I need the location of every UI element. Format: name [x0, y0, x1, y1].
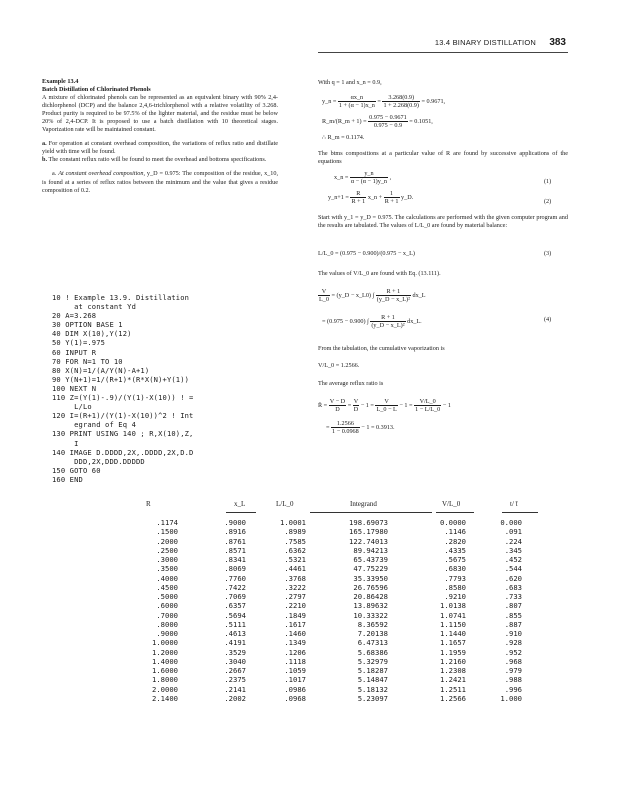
part-a-label: a. — [52, 170, 57, 178]
eq2-frac-2 — [384, 190, 400, 205]
table-cell: .3529 — [224, 647, 246, 657]
table-cell: 1.2421 — [440, 675, 466, 685]
part-a-text: The composition of the residue, x_10, is found at a series of reflux ratios between the minimum and the value that gives a residue composition of 0.2. — [42, 170, 278, 194]
table-cell: .996 — [504, 684, 522, 694]
equation-4-line1 — [318, 288, 426, 303]
vl-text: The values of V/L_0 are found with Eq. (13.111). — [318, 270, 441, 277]
average-eq-1 — [318, 398, 451, 413]
equation-3: L/L_0 = (0.975 − 0.900)/(0.975 − x_L) — [318, 250, 415, 257]
eq4-lhs-frac — [318, 288, 330, 303]
start-text: Start with y_1 = y_D = 0.975. The calculations are performed with the given computer program and the results are tabulated. The values of L/L_0 are found by material balance: — [318, 214, 568, 230]
table-cell: .5694 — [224, 610, 246, 620]
code-line: 20 A=3.268 — [52, 311, 97, 321]
eq4-number: (4) — [544, 316, 552, 323]
table-cell: 8.36592 — [357, 619, 388, 629]
eq4-dx-2: dx_L. — [407, 317, 422, 325]
table-cell: .5675 — [444, 555, 466, 564]
table-cell: 5.68386 — [357, 647, 388, 657]
avg-frac-1-num: V − D — [329, 398, 346, 405]
code-line: L/Lo — [52, 402, 92, 412]
table-cell: 122.74013 — [349, 536, 388, 546]
code-line: 50 Y(1)=.975 — [52, 338, 106, 348]
table-cell: .452 — [504, 555, 522, 564]
item-b — [42, 156, 278, 164]
table-cell: .979 — [504, 666, 522, 675]
part-a-heading: At constant overhead composition, — [58, 170, 146, 178]
eq1-frac-num: y_n — [350, 170, 388, 178]
table-cell: .5321 — [284, 555, 306, 564]
column-r — [128, 518, 178, 703]
table-cell: .2002 — [224, 693, 246, 703]
table-cell: .6830 — [444, 564, 466, 574]
code-line: 120 I=(R+1)/(Y(1)-X(10))^2 ! Int — [52, 411, 194, 421]
eq2-frac-1-den: R + 1 — [351, 198, 366, 205]
table-cell: 1.0741 — [440, 610, 466, 620]
header-underline-tt — [502, 512, 538, 513]
table-cell: 1.1657 — [440, 638, 466, 648]
table-cell: .1118 — [284, 656, 306, 666]
avg-frac-3-num: V — [375, 398, 397, 406]
table-cell: .9000 — [156, 629, 178, 638]
table-cell: .3768 — [284, 573, 306, 583]
table-cell: .2797 — [284, 592, 306, 601]
table-cell: .4191 — [224, 638, 246, 648]
table-cell: .8571 — [224, 545, 246, 555]
eq4-int-frac — [376, 288, 411, 303]
table-cell: 1.0000 — [152, 638, 178, 648]
eq2-frac-2-den: R + 1 — [384, 198, 399, 205]
avg-m2: − 1 = — [399, 401, 413, 409]
table-cell: 1.8000 — [152, 675, 178, 685]
table-cell: .7585 — [284, 536, 306, 546]
header-vl0: V/L_0 — [442, 500, 461, 508]
table-cell: .1460 — [284, 629, 306, 638]
rm-frac-num: 0.975 − 0.9671 — [369, 114, 407, 121]
table-cell: 1.2000 — [152, 647, 178, 657]
avg-frac-2-num: V — [353, 398, 359, 405]
cumulative-eq: V/L_0 = 1.2566. — [318, 362, 360, 369]
code-line: 60 INPUT R — [52, 347, 97, 357]
table-cell: 1.4000 — [152, 656, 178, 666]
yn-frac-1 — [338, 94, 376, 109]
eq2-frac-1-num: R — [350, 190, 366, 198]
table-cell: 89.94213 — [353, 545, 388, 555]
yn-frac-2 — [382, 94, 419, 109]
eq3-number: (3) — [544, 250, 552, 257]
table-cell: .928 — [504, 638, 522, 648]
eq2-number: (2) — [544, 198, 552, 205]
table-cell: 65.43739 — [353, 555, 388, 564]
table-cell: .2820 — [444, 536, 466, 546]
eq2-lhs: y_n+1 = — [328, 193, 349, 201]
table-cell: .683 — [504, 582, 522, 592]
table-cell: .2375 — [224, 675, 246, 685]
table-cell: .6000 — [156, 601, 178, 611]
yn-lhs: y_n = — [322, 97, 337, 105]
header-rule — [318, 52, 568, 53]
avg-frac-2-den: D — [353, 406, 359, 413]
header-underline-integrand — [310, 512, 432, 513]
avg2-eq: = — [326, 423, 330, 431]
eq4-mid: = (y_D − x_L0) ∫ — [331, 291, 375, 299]
table-cell: .9210 — [444, 592, 466, 601]
equation-rm — [322, 114, 433, 129]
equation-yn — [322, 94, 445, 109]
eq1-number: (1) — [544, 178, 552, 185]
avg-frac-3-den: L_0 − L — [376, 406, 397, 413]
table-cell: .1174 — [156, 518, 178, 527]
table-cell: .1349 — [284, 638, 306, 648]
avg2-frac-num: 1.2566 — [331, 420, 360, 428]
table-cell: .4613 — [224, 629, 246, 638]
header-underline-xl — [226, 512, 256, 513]
code-line: 10 ! Example 13.9. Distillation — [52, 293, 190, 302]
table-cell: 1.0001 — [280, 518, 306, 527]
eq1-tail: , — [389, 173, 392, 181]
table-cell: 1.000 — [500, 693, 522, 703]
table-cell: .3000 — [156, 555, 178, 564]
with-line: With q = 1 and x_n = 0.9, — [318, 79, 382, 86]
table-cell: 198.69073 — [349, 518, 388, 527]
code-line: DDD,2X,DDD.DDDDD — [52, 456, 145, 466]
table-cell: .3222 — [284, 582, 306, 592]
table-cell: .224 — [504, 536, 522, 546]
code-line: 160 END — [52, 474, 83, 484]
table-cell: .4500 — [156, 582, 178, 592]
cumulative-text: From the tabulation, the cumulative vaporization is — [318, 345, 445, 352]
example-subtitle: Batch Distillation of Chlorinated Phenols — [42, 86, 151, 94]
header-xl: x_L — [234, 500, 246, 508]
table-cell: 1.6000 — [152, 666, 178, 675]
code-line: 30 OPTION BASE 1 — [52, 320, 123, 330]
item-a — [42, 140, 278, 156]
table-cell: .1017 — [284, 675, 306, 685]
table-cell: 13.89632 — [353, 601, 388, 611]
table-cell: .952 — [504, 647, 522, 657]
column-integrand — [312, 518, 388, 703]
table-cell: .620 — [504, 573, 522, 583]
example-intro: A mixture of chlorinated phenols can be represented as an equivalent binary with 90% 2,4-dichlorphenol (DCP) and the balance 2,4,6-trichlorphenol with a relative volatility of 3.268. Product purity is required to be 97.5% of the lighter material, and the residue must be below 20% of 2,4-DCP. It is proposed to use a batch distillation with 10 theoretical stages. Vaporization rate will be maintained constant. — [42, 94, 278, 134]
eq4-int-num-2: R + 1 — [370, 314, 405, 322]
basic-program-listing — [52, 293, 292, 484]
table-cell: .2141 — [224, 684, 246, 694]
table-cell: 2.0000 — [152, 684, 178, 694]
column-ll0 — [256, 518, 306, 703]
table-cell: 0.0000 — [440, 518, 466, 527]
table-cell: .8580 — [444, 582, 466, 592]
eq1-frac-den: α − (α − 1)y_n — [350, 178, 388, 185]
table-cell: .3040 — [224, 656, 246, 666]
table-cell: 35.33950 — [353, 573, 388, 583]
table-cell: .4000 — [156, 573, 178, 583]
table-cell: 1.1440 — [440, 629, 466, 638]
table-cell: .345 — [504, 545, 522, 555]
average-eq-2 — [326, 420, 395, 435]
code-line: 110 Z=(Y(1)-.9)/(Y(1)-X(10)) ! = — [52, 393, 194, 403]
table-cell: .2210 — [284, 601, 306, 611]
avg-frac-4-num: V/L_0 — [414, 398, 441, 406]
yn-eq: = — [377, 97, 381, 105]
table-cell: .8989 — [284, 527, 306, 537]
code-line: 150 GOTO 60 — [52, 465, 101, 475]
code-line: egrand of Eq 4 — [52, 420, 136, 430]
table-cell: 5.23097 — [357, 693, 388, 703]
yn-frac-2-den: 1 + 2.268(0.9) — [383, 102, 419, 109]
table-cell: .091 — [504, 527, 522, 537]
equation-1 — [334, 170, 391, 185]
rm-result: = 0.1051, — [409, 117, 433, 125]
eq1-frac — [350, 170, 388, 185]
code-line: 130 PRINT USING 140 ; R,X(10),Z, — [52, 429, 194, 439]
avg-m3: − 1 — [442, 401, 451, 409]
rm-lhs: R_m/(R_m + 1) = — [322, 117, 367, 125]
code-line: 70 FOR N=1 TO 10 — [52, 356, 123, 366]
eq4-lhs-num: V — [318, 288, 330, 296]
code-line: 100 NEXT N — [52, 383, 97, 393]
column-xl — [196, 518, 246, 703]
average-text: The average reflux ratio is — [318, 380, 384, 387]
table-cell: .7069 — [224, 592, 246, 601]
header-tt: t/ t̄ — [510, 500, 518, 508]
eq2-mid: x_n + — [367, 193, 383, 201]
item-b-label: b. — [42, 156, 47, 164]
yn-frac-1-den: 1 + (α − 1)x_n — [338, 102, 375, 109]
table-cell: .7422 — [224, 582, 246, 592]
table-cell: .8000 — [156, 619, 178, 629]
table-cell: .2500 — [156, 545, 178, 555]
table-cell: .544 — [504, 564, 522, 574]
table-cell: .2000 — [156, 536, 178, 546]
eq4-line2: = (0.975 − 0.900) ∫ — [322, 317, 369, 325]
column-tt — [474, 518, 522, 703]
eq4-int-frac-2 — [370, 314, 405, 329]
yn-frac-2-num: 3.268(0.9) — [382, 94, 419, 102]
code-line: I — [52, 438, 79, 448]
table-cell: .8761 — [224, 536, 246, 546]
table-cell: 10.33322 — [353, 610, 388, 620]
rm-frac — [368, 114, 408, 129]
code-line: 140 IMAGE D.DDDD,2X,.DDDD,2X,D.D — [52, 447, 194, 457]
eq2-frac-1 — [350, 190, 366, 205]
table-cell: 47.75229 — [353, 564, 388, 574]
table-cell: .807 — [504, 601, 522, 611]
avg-m1: − 1 = — [360, 401, 374, 409]
avg-eq2: = — [347, 401, 352, 409]
avg-frac-4-den: 1 − L/L_0 — [415, 406, 441, 413]
eq1-lhs: x_n = — [334, 173, 349, 181]
table-cell: .1206 — [284, 647, 306, 657]
table-cell: .6362 — [284, 545, 306, 555]
part-a-condition: y_D = 0.975: — [146, 170, 181, 178]
column-vl0 — [414, 518, 466, 703]
item-a-text: For operation at constant overhead composition, the variations of reflux ratio and distillate yield with time will be found. — [42, 140, 279, 156]
table-cell: .855 — [504, 610, 522, 620]
code-line: 40 DIM X(10),Y(12) — [52, 329, 132, 339]
table-cell: 0.000 — [500, 518, 522, 527]
avg-frac-2 — [353, 398, 359, 413]
table-cell: 1.2566 — [440, 693, 466, 703]
equation-4-line2 — [322, 314, 422, 329]
table-cell: .4461 — [284, 564, 306, 574]
table-cell: 2.1400 — [152, 693, 178, 703]
table-cell: .1849 — [284, 610, 306, 620]
table-cell: 1.0138 — [440, 601, 466, 611]
example-title: Example 13.4 — [42, 78, 79, 85]
header-integrand: Integrand — [350, 500, 377, 508]
table-cell: .3500 — [156, 564, 178, 574]
table-cell: 5.18132 — [357, 684, 388, 694]
table-cell: .8916 — [224, 527, 246, 537]
table-cell: 5.14847 — [357, 675, 388, 685]
header-underline-vl0 — [436, 512, 474, 513]
eq4-dx: dx_L — [412, 291, 426, 299]
eq2-tail: y_D. — [401, 193, 414, 201]
table-cell: .5000 — [156, 592, 178, 601]
example-text — [42, 78, 278, 195]
yn-frac-1-num: αx_n — [338, 94, 376, 102]
table-cell: 26.76596 — [353, 582, 388, 592]
running-header — [356, 38, 566, 52]
table-cell: 6.47313 — [357, 638, 388, 648]
header-ll0: L/L_0 — [276, 500, 294, 508]
table-cell: .7760 — [224, 573, 246, 583]
table-cell: .0968 — [284, 693, 306, 703]
table-cell: 1.1150 — [440, 619, 466, 629]
table-cell: .7793 — [444, 573, 466, 583]
table-cell: .4335 — [444, 545, 466, 555]
table-cell: 5.18287 — [357, 666, 388, 675]
table-cell: .5111 — [224, 619, 246, 629]
avg2-result: − 1 = 0.3913. — [361, 423, 395, 431]
btms-text: The btms compositions at a particular value of R are found by successive applications of the equations — [318, 150, 568, 166]
code-line: 80 X(N)=1/(A/Y(N)-A+1) — [52, 365, 150, 375]
avg-frac-1 — [329, 398, 346, 413]
table-cell: .2667 — [224, 666, 246, 675]
code-line: at constant Yd — [52, 302, 136, 312]
table-cell: .968 — [504, 656, 522, 666]
eq2-frac-2-num: 1 — [384, 190, 400, 198]
table-cell: 1.2308 — [440, 666, 466, 675]
table-cell: .9000 — [224, 518, 246, 527]
table-cell: 5.32979 — [357, 656, 388, 666]
table-cell: .887 — [504, 619, 522, 629]
table-cell: .6357 — [224, 601, 246, 611]
eq4-int-den-2: (y_D − x_L)² — [371, 322, 405, 329]
avg-frac-4 — [414, 398, 441, 413]
table-cell: 7.20138 — [357, 629, 388, 638]
table-cell: .988 — [504, 675, 522, 685]
avg-frac-1-den: D — [335, 406, 340, 413]
header-r: R — [146, 500, 151, 508]
yn-result: = 0.9671, — [421, 97, 446, 105]
item-b-text: The constant reflux ratio will be found to meet the overhead and bottoms specifications. — [48, 156, 267, 164]
rm-final: ∴ R_m = 0.1174. — [322, 134, 365, 141]
table-cell: .1617 — [284, 619, 306, 629]
table-cell: .733 — [504, 592, 522, 601]
table-cell: .1146 — [444, 527, 466, 537]
avg2-frac-den: 1 − 0.0968 — [332, 428, 359, 435]
rm-frac-den: 0.975 − 0.9 — [373, 122, 403, 129]
table-cell: .7000 — [156, 610, 178, 620]
table-cell: .8341 — [224, 555, 246, 564]
code-line: 90 Y(N+1)=1/(R+1)*(R*X(N)+Y(1)) — [52, 374, 190, 384]
table-cell: .8069 — [224, 564, 246, 574]
table-cell: 1.2160 — [440, 656, 466, 666]
eq4-lhs-den: L_0 — [319, 296, 329, 303]
table-cell: .0986 — [284, 684, 306, 694]
table-cell: .910 — [504, 629, 522, 638]
eq4-int-den: (y_D − x_L)² — [376, 296, 410, 303]
avg-lhs: R̄ = — [318, 401, 328, 409]
avg2-frac — [331, 420, 360, 435]
equation-2 — [328, 190, 413, 205]
table-cell: 1.1959 — [440, 647, 466, 657]
page-number: 383 — [549, 37, 566, 48]
table-cell: 1.2511 — [440, 684, 466, 694]
section-title: 13.4 BINARY DISTILLATION — [434, 38, 536, 47]
part-a — [42, 170, 278, 194]
table-cell: .1500 — [156, 527, 178, 537]
item-a-label: a. — [42, 140, 47, 148]
avg-frac-3 — [375, 398, 397, 413]
table-cell: 165.17980 — [349, 527, 388, 537]
table-cell: 20.86428 — [353, 592, 388, 601]
table-cell: .1059 — [284, 666, 306, 675]
eq4-int-num: R + 1 — [376, 288, 411, 296]
